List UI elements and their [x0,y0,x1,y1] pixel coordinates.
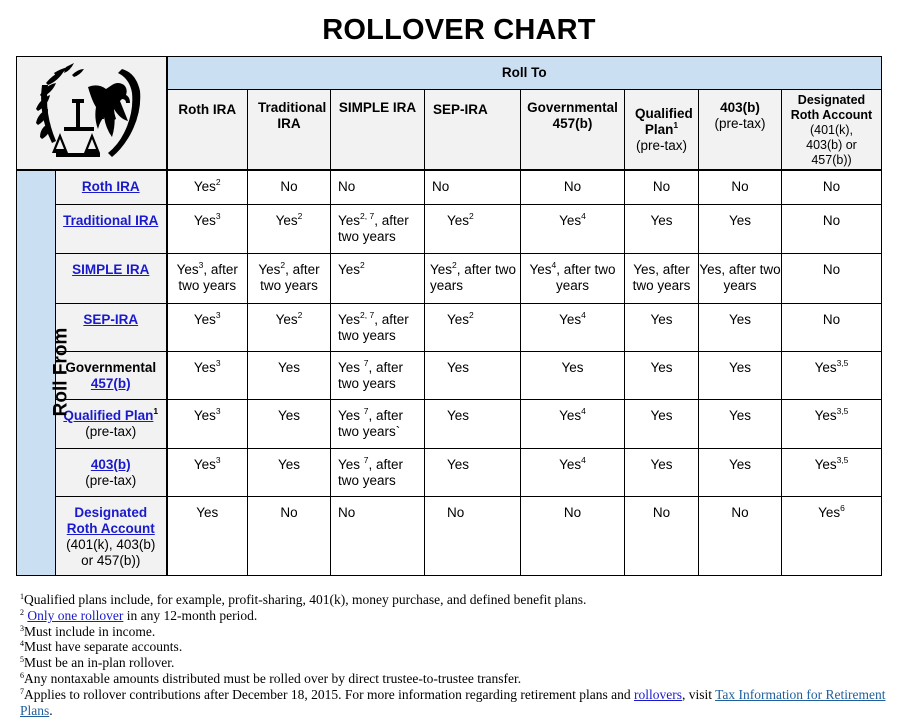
cell: No [563,179,582,194]
column-header-roth-ira: Roth IRA [167,90,248,171]
cell: Yes $^7$, after two years [338,454,404,488]
cell: Yes$^2$ [447,210,474,228]
cell: Yes$^{2, 7}$, after two years [338,210,409,244]
cell: No [447,504,465,520]
cell: Yes$^4$ [559,210,586,228]
footnote-5: $^5$Must be an in-plan rollover. [20,655,175,671]
cell: Yes$^4$, after two years [529,259,616,293]
cell: Yes [728,359,752,375]
cell: Yes [447,359,470,375]
tax-information-retirement-plans-link[interactable]: Tax Information for Retirement Plans [20,686,886,718]
cell: Yes$^{3,5}$ [814,405,849,423]
cell: Yes$^{3,5}$ [814,357,849,375]
cell: Yes [728,311,752,327]
cell: No [338,179,356,194]
roll-to-header: Roll To [167,57,882,90]
cell: Yes$^2$ [275,210,303,228]
cell: Yes [728,456,752,472]
footnote-3: $^3$Must include in income. [20,623,156,639]
irs-eagle-logo-icon [26,61,156,161]
cell: Yes$^3$, after two years [176,259,238,293]
cell: Yes, after two years [632,261,691,293]
roll-from-header: Roll From [17,170,56,575]
cell: No [822,311,841,327]
cell: No [280,179,298,194]
cell: Yes$^3$ [193,357,221,375]
footnote-6: $^6$Any nontaxable amounts distributed must be rolled over by direct trustee-to-trustee transfer. [20,670,522,686]
cell: No [338,504,356,520]
cell: No [652,504,671,520]
cell: Yes$^4$ [559,454,586,472]
cell: Yes$^2$ [193,177,221,194]
cell: No [280,504,298,520]
457b-link[interactable]: 457(b) [90,375,131,391]
row-label-qualified-plan: Qualified Plan$^1$ (pre-tax) [56,399,167,448]
footnote-7: $^7$Applies to rollover contributions after December 18, 2015. For more information regarding retirement plans and rollovers, visit Tax Information for Retirement Plans. [20,686,886,718]
cell: No [432,179,450,194]
cell: Yes [650,311,673,327]
cell: Yes [728,407,752,423]
cell: Yes$^3$ [193,309,221,327]
row-label-governmental-457b: Governmental 457(b) [56,351,167,399]
cell: Yes [447,456,470,472]
row-label-designated-roth-account: Designated Roth Account (401(k), 403(b) or 457(b)) [56,496,167,575]
cell: Yes [728,212,752,228]
row-label-403b: 403(b) (pre-tax) [56,448,167,496]
cell: Yes$^6$ [818,502,845,520]
cell: Yes$^2$ [338,259,365,277]
cell: Yes $^7$, after two years` [338,405,404,439]
cell: No [822,261,841,277]
row-label-simple-ira [56,253,167,303]
cell: Yes$^2$, after two years [430,259,517,293]
sep-ira-link[interactable]: SEP-IRA [83,311,139,327]
column-header-403b: 403(b) (pre-tax) [699,90,782,171]
cell: Yes [277,456,301,472]
only-one-rollover-link[interactable]: Only one rollover [27,607,124,623]
traditional-ira-link[interactable]: Traditional IRA [63,212,159,228]
cell: Yes [447,407,470,423]
cell: Yes$^4$ [559,405,586,423]
cell: Yes $^7$, after two years [338,357,404,391]
cell: Yes$^2$ [447,309,474,327]
cell: No [731,179,749,194]
cell: No [822,212,841,228]
rollover-chart-table [16,56,882,576]
cell: Yes [650,359,673,375]
column-header-qualified-plan: Qualified Plan$^1$ (pre-tax) [625,90,699,171]
footnote-4: $^4$Must have separate accounts. [20,639,183,655]
roth-account-link[interactable]: Roth Account [66,520,155,536]
logo-cell [17,57,167,171]
cell: Yes, after two years [699,261,781,293]
simple-ira-link[interactable]: SIMPLE IRA [72,261,150,277]
cell: Yes$^3$ [193,405,221,423]
cell: Yes$^2$ [275,309,303,327]
cell: Yes [650,212,673,228]
cell: No [652,179,671,194]
row-label-roth-ira [56,170,167,204]
cell: Yes [650,407,673,423]
cell: Yes [196,504,219,520]
cell: No [563,504,582,520]
row-label-sep-ira [56,303,167,351]
cell: Yes$^2$, after two years [258,259,320,293]
cell: Yes [277,359,301,375]
footnote-2: $^2$ Only one rollover in any 12-month period. [20,607,258,623]
row-label-traditional-ira [56,204,167,253]
cell: Yes [277,407,301,423]
column-header-traditional-ira: Traditional IRA [248,90,331,171]
403b-link[interactable]: 403(b) [90,456,131,472]
column-header-governmental-457b: Governmental 457(b) [521,90,625,171]
cell: No [822,179,841,194]
cell: Yes$^{3,5}$ [814,454,849,472]
cell: Yes [650,456,673,472]
rollovers-link[interactable]: rollovers [633,686,682,702]
column-header-simple-ira: SIMPLE IRA [331,90,425,171]
qualified-plan-link[interactable]: Qualified Plan [63,407,154,423]
cell: Yes$^4$ [559,309,586,327]
roth-ira-link[interactable]: Roth IRA [81,179,140,194]
page-title: ROLLOVER CHART [322,14,596,46]
cell: Yes$^3$ [193,210,221,228]
cell: Yes$^3$ [193,454,221,472]
cell: No [731,504,749,520]
cell: Yes [561,359,584,375]
column-header-sep-ira: SEP-IRA [425,90,521,171]
footnote-1: $^1$Qualified plans include, for example, profit-sharing, 401(k), money purchase, and defined benefit plans. [20,592,587,607]
footnotes [20,592,890,718]
column-header-designated-roth-account: Designated Roth Account (401(k), 403(b) or 457(b)) [782,90,882,171]
cell: Yes$^{2, 7}$, after two years [338,309,409,343]
